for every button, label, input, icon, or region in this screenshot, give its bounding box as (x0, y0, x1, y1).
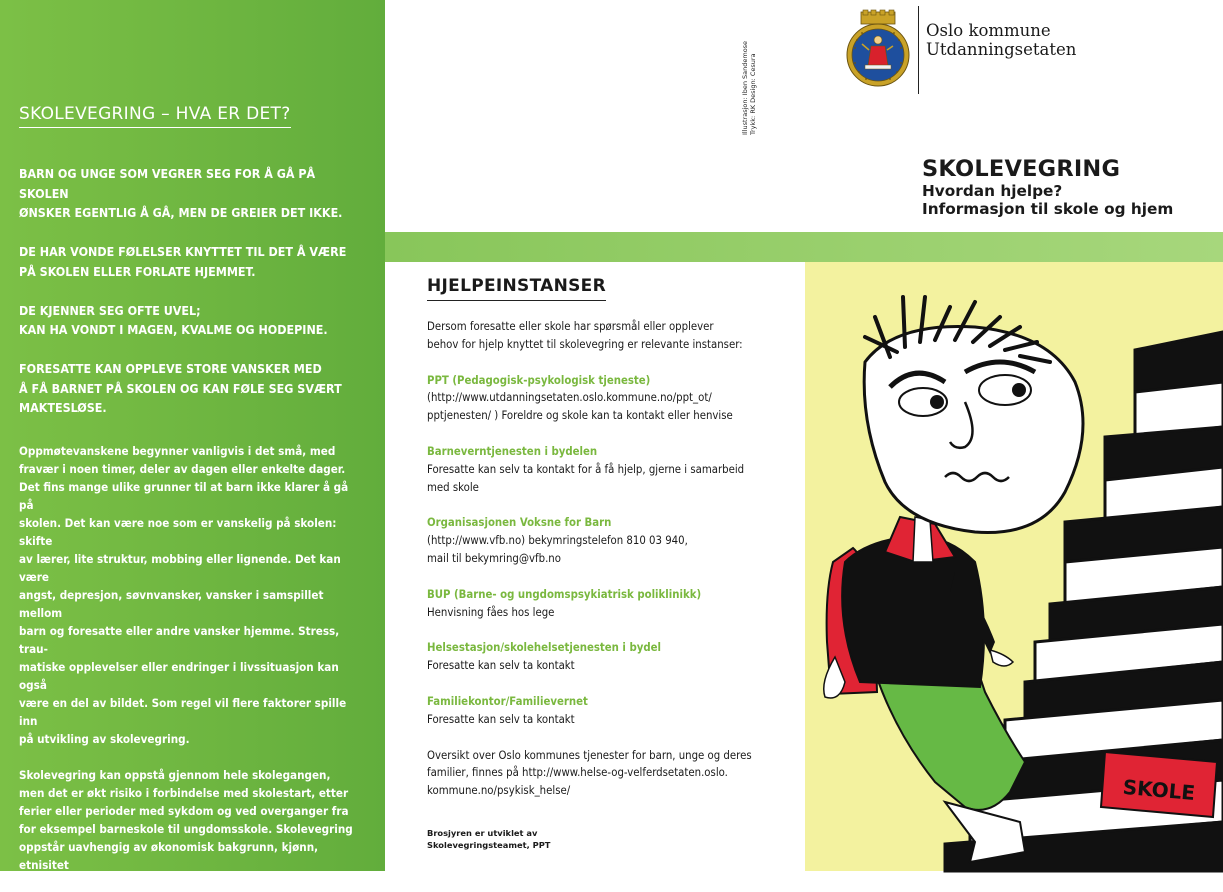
service-name: Familiekontor/Familievernet (427, 694, 588, 708)
boy-on-stairs-illustration (805, 262, 1223, 871)
service-text: Foresatte kan selv ta kontakt (427, 712, 575, 726)
cover-subtitle: Hvordan hjelpe? (922, 182, 1063, 200)
left-panel-heading: SKOLEVEGRING – HVA ER DET? (19, 104, 291, 128)
oslo-crest-logo (845, 10, 911, 88)
org-department: Utdanningsetaten (926, 40, 1077, 59)
service-text: (http://www.vfb.no) bekymringstelefon 810 03 940, mail til bekymring@vfb.no (427, 534, 688, 565)
service-entry (427, 586, 797, 622)
cover-title: SKOLEVEGRING (922, 156, 1121, 182)
help-services-section (427, 276, 797, 800)
green-band-divider (385, 232, 1223, 262)
service-name: BUP (Barne- og ungdomspsykiatrisk poliklinikk) (427, 587, 702, 601)
caps-paragraph: FORESATTE KAN OPPLEVE STORE VANSKER MED Å FÅ BARNET PÅ SKOLEN OG KAN FØLE SEG SVÆRT MAKTESLØSE. (19, 361, 342, 415)
cover-subtitle: Informasjon til skole og hjem (922, 200, 1174, 218)
caps-paragraph: BARN OG UNGE SOM VEGRER SEG FOR Å GÅ PÅ SKOLEN ØNSKER EGENTLIG Å GÅ, MEN DE GREIER DET IKKE. (19, 166, 343, 220)
service-name: Organisasjonen Voksne for Barn (427, 516, 612, 530)
service-entry (427, 693, 797, 729)
header-divider (918, 6, 919, 94)
service-name: Barneverntjenesten i bydelen (427, 444, 598, 458)
service-name: Helsestasjon/skolehelsetjenesten i bydel (427, 641, 661, 655)
left-panel (0, 0, 385, 890)
brochure-credit-note: Brosjyren er utviklet av Skolevegringsteamet, PPT (427, 828, 551, 850)
service-entry (427, 639, 797, 675)
illustration-credits: Illustrasjon: Iben Sandemose Trykk: RK Design: Cesura (741, 40, 757, 135)
services-overview-text: Oversikt over Oslo kommunes tjenester for barn, unge og deres familier, finnes på http://www.helse-og-velferdsetaten.oslo. kommune.no/psykisk_helse/ (427, 748, 752, 798)
body-paragraph: Oppmøtevanskene begynner vanligvis i det små, med fravær i noen timer, deler av dagen eller enkelte dager. Det fins mange ulike grunner til at barn ikke klarer å gå på skolen. Det kan være noe som er vanskelig på skolen: skifte av lærer, lite struktur, mobbing eller lignende. Det kan være angst, depresjon, søvnvansker, vansker i samspillet mellom barn og foresatte eller andre vansker hjemme. Stress, trau- matiske opplevelser eller endringer i livssituasjon kan også være en del av bildet. Som regel vil flere faktorer spille inn på utvikling av skolevegring. (19, 443, 349, 746)
service-entry (427, 372, 797, 425)
service-text: Foresatte kan selv ta kontakt for å få hjelp, gjerne i samarbeid med skole (427, 462, 745, 494)
skole-sign-text: SKOLE (1121, 774, 1197, 806)
service-text: Henvisning fåes hos lege (427, 605, 555, 619)
service-entry (427, 514, 797, 567)
service-text: (http://www.utdanningsetaten.oslo.kommune.no/ppt_ot/ pptjenesten/ ) Foreldre og skole kan ta kontakt eller henvise (427, 391, 733, 423)
caps-paragraph: DE HAR VONDE FØLELSER KNYTTET TIL DET Å VÆRE PÅ SKOLEN ELLER FORLATE HJEMMET. (19, 244, 347, 279)
org-name: Oslo kommune (926, 21, 1051, 40)
service-name: PPT (Pedagogisk-psykologisk tjeneste) (427, 373, 651, 387)
caps-paragraph: DE KJENNER SEG OFTE UVEL; KAN HA VONDT I MAGEN, KVALME OG HODEPINE. (19, 302, 328, 337)
body-paragraph: Skolevegring kan oppstå gjennom hele skolegangen, men det er økt risiko i forbindelse med skolestart, etter ferier eller perioder med sykdom og ved overganger fra for eksempel barneskole til ungdomsskole. Skolevegring oppstår uavhengig av økonomisk bakgrunn, kjønn, etnisitet og faglige prestasjoner. (19, 767, 353, 890)
help-services-heading: HJELPEINSTANSER (427, 276, 606, 301)
service-entry (427, 443, 797, 496)
service-text: Foresatte kan selv ta kontakt (427, 659, 575, 673)
skole-sign (1101, 752, 1217, 817)
intro-text: Dersom foresatte eller skole har spørsmål eller opplever behov for hjelp knyttet til skolevegring er relevante instanser: (427, 320, 743, 351)
